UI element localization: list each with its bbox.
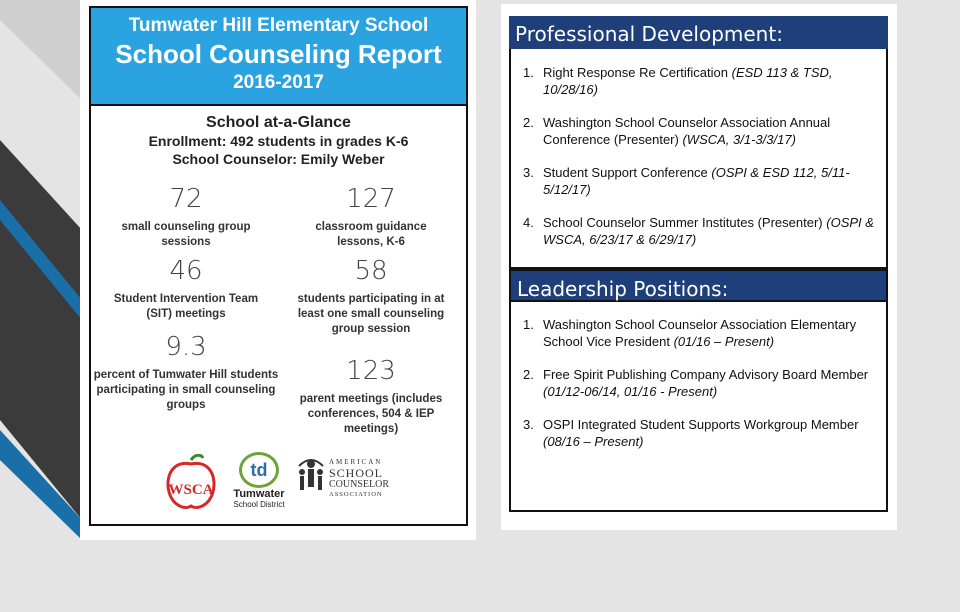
professional-development-box [509,49,888,269]
asca-line2: SCHOOL [329,466,384,480]
stat-parent-meetings [281,356,461,437]
stat-value: 123 [346,356,396,386]
stat-label: Student Intervention Team (SIT) meetings [113,293,259,320]
asca-logo [297,456,417,508]
stat-label: small counseling group sessions [121,221,251,248]
leadership-positions-header: Leadership Positions: [509,269,888,302]
stat-value: 46 [169,256,203,286]
stat-small-group-sessions [101,184,271,250]
list-item: 4. School Counselor Summer Institutes (Presenter) (OSPI & WSCA, 6/23/17 & 6/29/17) [523,215,874,247]
asca-line4: ASSOCIATION [329,491,383,498]
counselor-text: School Counselor: Emily Weber [172,151,385,167]
report-year: 2016-2017 [233,72,324,93]
list-item: 2. Free Spirit Publishing Company Advisory Board Member (01/12-06/14, 01/16 - Present) [523,367,869,399]
list-item: 1. Washington School Counselor Association Elementary School Vice President (01/16 – Present) [523,317,857,349]
stat-percent-students [91,332,281,413]
professional-summary-page [501,4,897,530]
report-banner [89,6,468,106]
stat-value: 9.3 [165,332,207,362]
stat-label: classroom guidance lessons, K-6 [315,221,427,248]
wsca-logo-text: WSCA [168,482,214,498]
leadership-positions-box [509,302,888,512]
list-item: 1. Right Response Re Certification (ESD 113 & TSD, 10/28/16) [523,65,833,97]
enrollment-text: Enrollment: 492 students in grades K-6 [148,133,409,149]
asca-line3: COUNSELOR [329,479,390,490]
stat-value: 58 [354,256,388,286]
asca-people-icon [297,456,325,502]
stat-value: 72 [169,184,203,214]
asca-line1: AMERICAN [329,458,383,466]
report-title: School Counseling Report [115,39,442,69]
school-name: Tumwater Hill Elementary School [128,15,429,36]
list-item: 3. Student Support Conference (OSPI & ESD 112, 5/11-5/12/17) [523,165,850,197]
at-a-glance-panel [89,106,468,526]
list-item: 2. Washington School Counselor Association Annual Conference (Presenter) (WSCA, 3/1-3/3/17) [523,115,831,147]
tumwater-district-logo [229,452,289,514]
district-name: Tumwater [233,488,285,500]
wsca-logo [161,454,221,512]
counseling-report-poster [80,0,476,540]
logo-row [91,458,470,612]
stat-label: students participating in at least one small counseling group session [297,293,445,335]
stat-label: percent of Tumwater Hill students participating in small counseling groups [93,369,279,411]
stat-value: 127 [346,184,396,214]
stat-guidance-lessons [281,184,461,250]
decorative-stripes [0,0,90,540]
district-sub: School District [233,500,285,509]
list-item: 3. OSPI Integrated Student Supports Workgroup Member (08/16 – Present) [523,417,859,449]
glance-title: School at-a-Glance [206,114,351,131]
stat-label: parent meetings (includes conferences, 504 & IEP meetings) [299,393,443,435]
stat-students-in-groups [281,256,461,337]
district-mark: td [239,452,279,488]
professional-development-header: Professional Development: [509,16,888,49]
stat-sit-meetings [101,256,271,322]
